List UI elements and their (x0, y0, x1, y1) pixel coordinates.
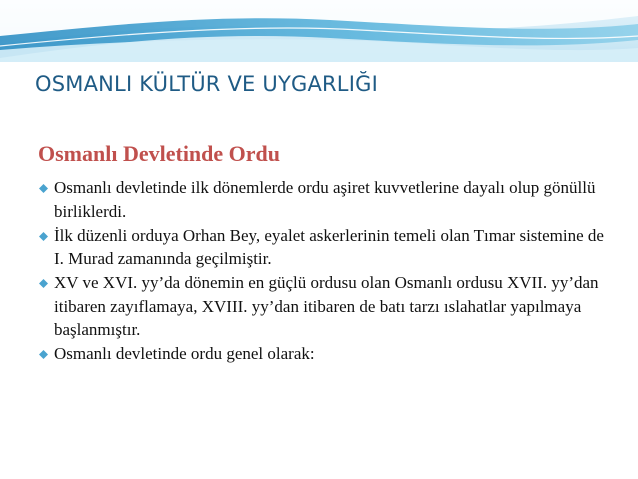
bullet-text: Osmanlı devletinde ordu genel olarak: (54, 344, 315, 363)
slide-subtitle: Osmanlı Devletinde Ordu (38, 141, 281, 166)
bullet-item (38, 342, 618, 366)
bullet-diamond-icon (39, 279, 48, 288)
bullet-diamond-icon (39, 184, 48, 193)
bullet-list (38, 176, 618, 366)
bullet-text: XV ve XVI. yy’da dönemin en güçlü ordusu olan Osmanlı ordusu XVII. yy’dan itibaren zayıflamaya, XVIII. yy’dan itibaren de batı tarzı ıslahatlar yapılmaya başlanmıştır. (54, 273, 599, 339)
header-wave-band (0, 0, 638, 62)
slide-title: OSMANLI KÜLTÜR VE UYGARLIĞI (35, 72, 378, 96)
bullet-item (38, 271, 618, 342)
bullet-diamond-icon (39, 232, 48, 241)
bullet-text: Osmanlı devletinde ilk dönemlerde ordu aşiret kuvvetlerine dayalı olup gönüllü birliklerdi. (54, 178, 596, 221)
bullet-text: İlk düzenli orduya Orhan Bey, eyalet askerlerinin temeli olan Tımar sistemine de I. Murad zamanında geçilmiştir. (54, 225, 604, 268)
bullet-item (38, 176, 618, 223)
bullet-item (38, 224, 618, 271)
bullet-diamond-icon (39, 350, 48, 359)
